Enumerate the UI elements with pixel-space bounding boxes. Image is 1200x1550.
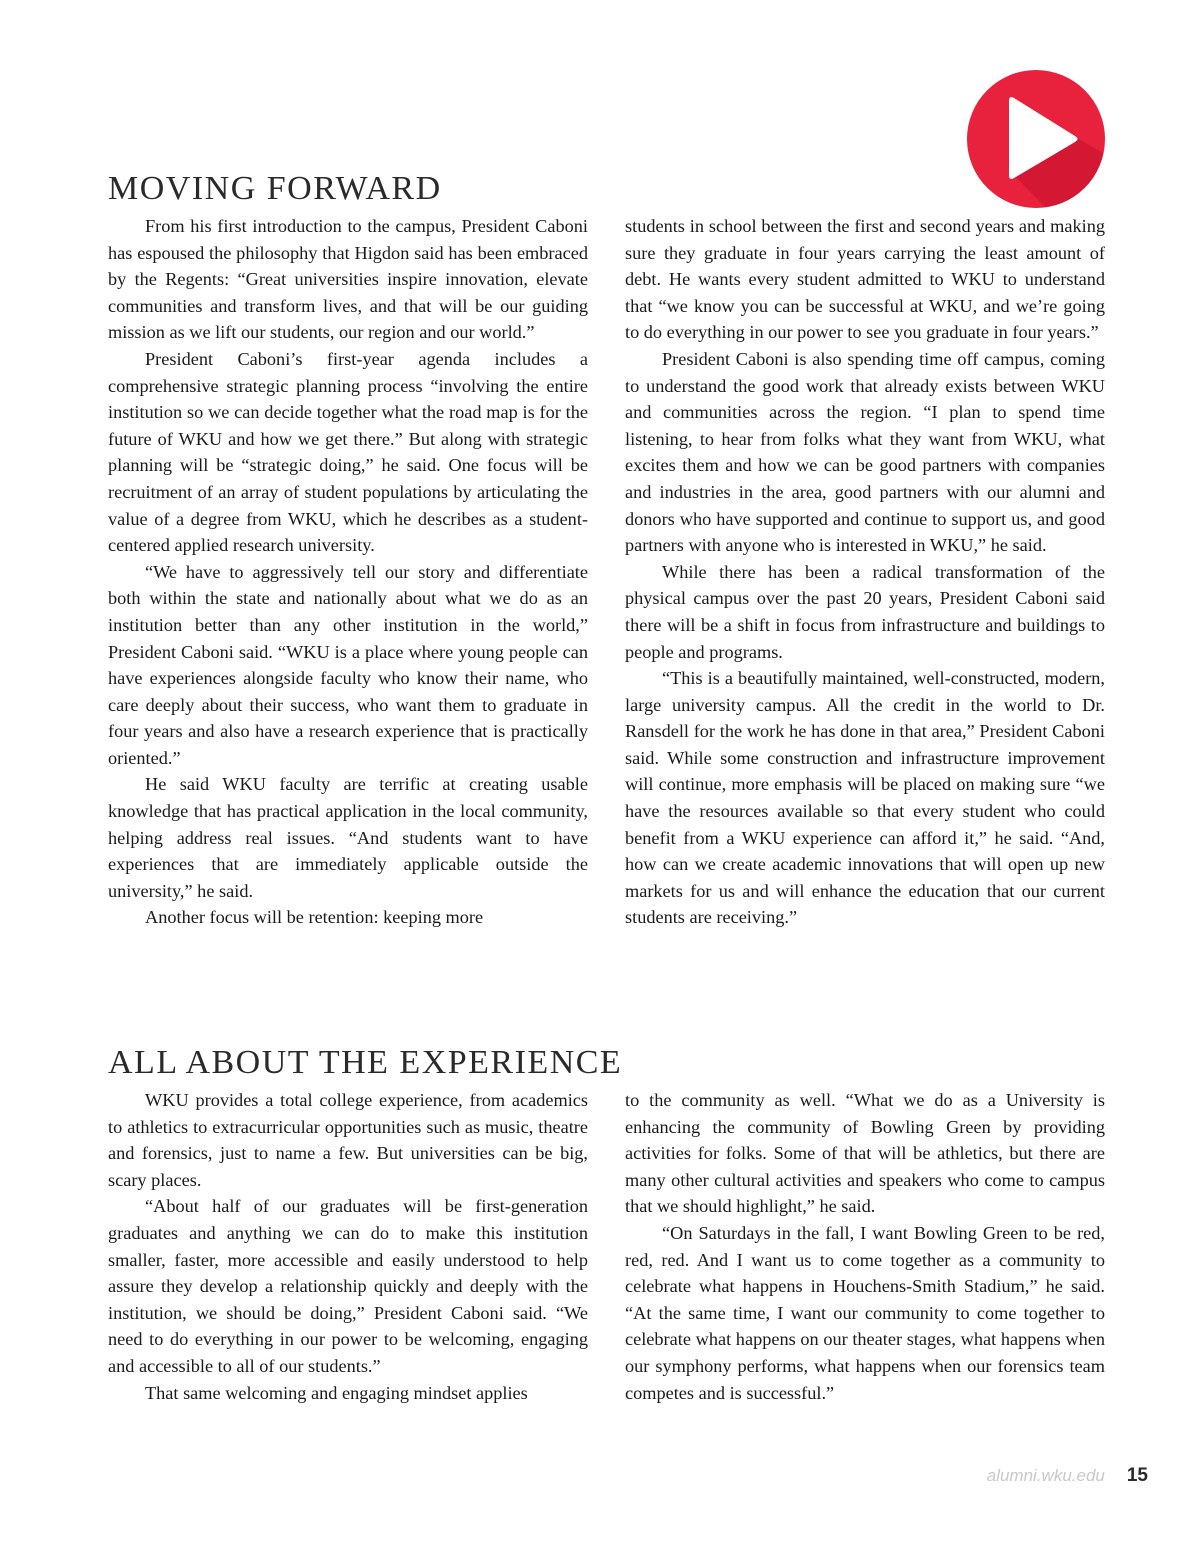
paragraph: “We have to aggressively tell our story and differentiate both within the state and nationally about what we do as an institution better than any other institution in the world,” President Caboni said. “WKU is a place where young people can have experiences alongside faculty who know their name, who care deeply about their success, who want them to graduate in four years and also have a research experience that is practically oriented.” [108,561,588,768]
section-all-about-the-experience [108,1042,1105,1406]
section-heading: ALL ABOUT THE EXPERIENCE [108,1044,623,1081]
paragraph-continued: to the community as well. “What we do as a University is enhancing the community of Bowling Green by providing activities for folks. Some of that will be athletics, but there are many other cultural activities and speakers who come to campus that we should highlight,” he said. [625,1090,1105,1217]
paragraph: Another focus will be retention: keeping more [145,907,484,928]
paragraph: “About half of our graduates will be first-generation graduates and anything we can do to make this institution smaller, faster, more accessible and easily understood to help assure they develop a relationship quickly and deeply with the institution, we should be doing,” President Caboni said. “We need to do everything in our power to be welcoming, engaging and accessible to all of our students.” [108,1196,588,1376]
left-column [108,1087,588,1406]
paragraph: President Caboni’s first-year agenda includes a comprehensive strategic planning process “involving the entire institution so we can decide together what the road map is for the future of WKU and how we get there.” But along with strategic planning will be “strategic doing,” he said. One focus will be recruitment of an array of student populations by articulating the value of a degree from WKU, which he describes as a student-centered applied research university. [108,348,588,556]
paragraph: WKU provides a total college experience, from academics to athletics to extracurricular opportunities such as music, theatre and forensics, just to name a few. But universities can be big, scary places. [108,1090,588,1190]
left-column [108,213,588,931]
paragraph: He said WKU faculty are terrific at creating usable knowledge that has practical application in the local community, helping address real issues. “And students want to have experiences that are immediately applicable outside the university,” he said. [108,774,588,901]
paragraph: “This is a beautifully maintained, well-constructed, modern, large university campus. All the credit in the world to Dr. Ransdell for the work he has done in that area,” President Caboni said. While some construction and infrastructure improvement will continue, more emphasis will be placed on making sure “we have the resources available so that every student who could benefit from a WKU experience can afford it,” he said. “And, how can we create academic innovations that will open up new markets for us and will enhance the education that our current students are receiving.” [625,668,1105,928]
page-footer [987,1465,1148,1487]
paragraph: President Caboni is also spending time off campus, coming to understand the good work that already exists between WKU and communities across the region. “I plan to spend time listening, to hear from folks what they want from WKU, what excites them and how we can be good partners with companies and industries in the area, good partners with our alumni and donors who have supported and continue to support us, and good partners with anyone who is interested in WKU,” he said. [625,348,1105,556]
paragraph: From his first introduction to the campus, President Caboni has espoused the philosophy that Higdon said has been embraced by the Regents: “Great universities inspire innovation, elevate communities and transform lives, and that will be our guiding mission as we lift our students, our region and our world.” [108,216,588,343]
paragraph: While there has been a radical transformation of the physical campus over the past 20 years, President Caboni said there will be a shift in focus from infrastructure and buildings to people and programs. [625,561,1105,662]
paragraph: That same welcoming and engaging mindset applies [145,1382,528,1403]
paragraph: “On Saturdays in the fall, I want Bowling Green to be red, red, red. And I want us to come together as a community to celebrate what happens in Houchens-Smith Stadium,” he said. “At the same time, I want our community to come together to celebrate what happens on our theater stages, what happens when our symphony performs, what happens when our forensics team competes and is successful.” [625,1222,1105,1403]
page-number: 15 [1126,1465,1148,1486]
footer-url-link[interactable]: alumni.wku.edu [986,1466,1105,1485]
paragraph-continued: students in school between the first and second years and making sure they graduate in four years carrying the least amount of debt. He wants every student admitted to WKU to understand that “we know you can be successful at WKU, and we’re going to do everything in our power to see you graduate in four years.” [625,216,1105,343]
right-column [625,213,1105,931]
right-column [625,1087,1105,1406]
section-moving-forward [108,168,1105,931]
section-heading: MOVING FORWARD [108,170,442,207]
